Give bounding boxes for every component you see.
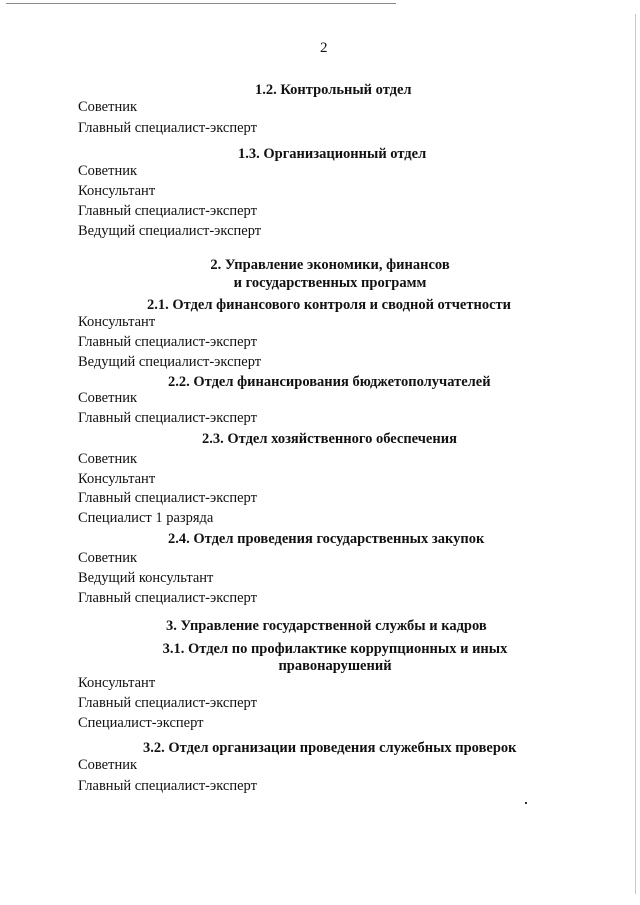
position-item: Специалист 1 разряда <box>78 510 214 526</box>
scan-edge-top <box>6 3 396 4</box>
position-item: Ведущий консультант <box>78 570 214 586</box>
position-item: Главный специалист-эксперт <box>78 490 257 506</box>
position-item: Главный специалист-эксперт <box>78 334 257 350</box>
position-item: Консультант <box>78 471 156 487</box>
section-heading-2-2: 2.2. Отдел финансирования бюджетополучателей <box>168 374 491 390</box>
position-item: Советник <box>78 390 138 406</box>
scan-speck <box>525 802 527 804</box>
position-item: Советник <box>78 451 138 467</box>
position-item: Консультант <box>78 183 156 199</box>
scan-edge-right <box>635 14 636 894</box>
section-heading-2-1: 2.1. Отдел финансового контроля и сводной отчетности <box>147 297 511 313</box>
position-item: Ведущий специалист-эксперт <box>78 354 262 370</box>
section-heading-2-line1: 2. Управление экономики, финансов <box>210 257 450 273</box>
position-item: Консультант <box>78 675 156 691</box>
position-item: Специалист-эксперт <box>78 715 204 731</box>
position-item: Советник <box>78 550 138 566</box>
position-item: Главный специалист-эксперт <box>78 120 257 136</box>
position-item: Консультант <box>78 314 156 330</box>
position-item: Ведущий специалист-эксперт <box>78 223 262 239</box>
section-heading-3-1-line1: 3.1. Отдел по профилактике коррупционных и иных <box>162 641 508 657</box>
section-heading-3: 3. Управление государственной службы и кадров <box>166 618 487 634</box>
section-heading-3-1-line2: правонарушений <box>278 658 392 674</box>
position-item: Главный специалист-эксперт <box>78 590 257 606</box>
position-item: Советник <box>78 757 138 773</box>
section-heading-1-2: 1.2. Контрольный отдел <box>255 82 412 98</box>
position-item: Главный специалист-эксперт <box>78 410 257 426</box>
position-item: Советник <box>78 99 138 115</box>
position-item: Главный специалист-эксперт <box>78 695 257 711</box>
page-number: 2 <box>320 40 328 56</box>
position-item: Советник <box>78 163 138 179</box>
section-heading-2-3: 2.3. Отдел хозяйственного обеспечения <box>202 431 457 447</box>
position-item: Главный специалист-эксперт <box>78 203 257 219</box>
section-heading-2-line2: и государственных программ <box>233 275 427 291</box>
position-item: Главный специалист-эксперт <box>78 778 257 794</box>
section-heading-3-2: 3.2. Отдел организации проведения служебных проверок <box>143 740 517 756</box>
section-heading-2-4: 2.4. Отдел проведения государственных закупок <box>168 531 485 547</box>
section-heading-1-3: 1.3. Организационный отдел <box>238 146 427 162</box>
